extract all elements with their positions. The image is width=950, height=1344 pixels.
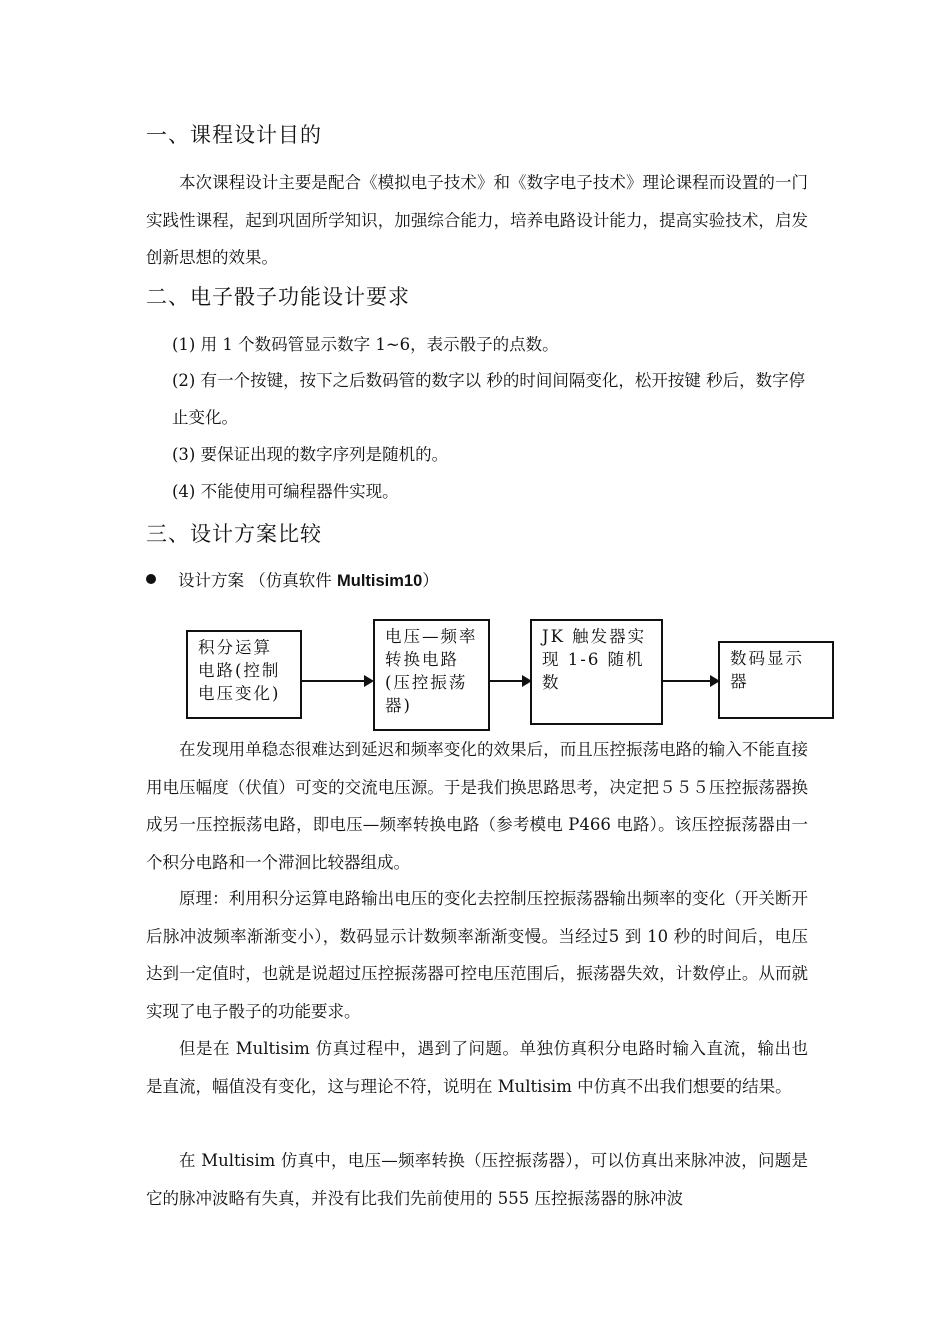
section1-heading: 一、课程设计目的: [146, 123, 322, 147]
design-scheme-bullet: [146, 568, 439, 594]
diagram-box-integrator: 积分运算电路(控制电压变化): [186, 630, 302, 719]
section3-paragraph-1: 在发现用单稳态很难达到延迟和频率变化的效果后，而且压控振荡电路的输入不能直接用电压幅度（伏值）可变的交流电压源。于是我们换思路思考，决定把５５５压控振荡器换成另一压控振荡电路，即电压—频率转换电路（参考模电 P466 电路）。该压控振荡器由一个积分电路和一个滞洄比较器组成。: [146, 740, 808, 872]
diagram-arrow-1: [302, 680, 372, 682]
requirement-1: (1) 用 1 个数码管显示数字 1~6，表示骰子的点数。: [172, 335, 559, 354]
diagram-box-jk: JK 触发器实现 1-6 随机数: [530, 619, 663, 725]
bullet-text: 设计方案 （仿真软件: [178, 571, 337, 590]
section3-paragraph-4: 在 Multisim 仿真中，电压—频率转换（压控振荡器），可以仿真出来脉冲波，问题是它的脉冲波略有失真，并没有比我们先前使用的 555 压控振荡器的脉冲波: [146, 1151, 808, 1208]
bullet-icon: [146, 574, 156, 584]
bullet-suffix: ）: [422, 571, 439, 590]
section3-paragraph-3: 但是在 Multisim 仿真过程中，遇到了问题。单独仿真积分电路时输入直流，输出也是直流，幅值没有变化，这与理论不符，说明在 Multisim 中仿真不出我们想要的结果。: [146, 1039, 808, 1096]
section1-paragraph: 本次课程设计主要是配合《模拟电子技术》和《数字电子技术》理论课程而设置的一门实践性课程，起到巩固所学知识，加强综合能力，培养电路设计能力，提高实验技术，启发创新思想的效果。: [146, 173, 808, 267]
requirement-2: (2) 有一个按键，按下之后数码管的数字以 秒的时间间隔变化，松开按键 秒后，数字停止变化。: [172, 371, 806, 427]
software-name: Multisim10: [337, 572, 423, 590]
diagram-arrow-2: [490, 680, 530, 682]
section3-paragraph-2: 原理：利用积分运算电路输出电压的变化去控制压控振荡器输出频率的变化（开关断开后脉冲波频率渐渐变小），数码显示计数频率渐渐变慢。当经过5 到 10 秒的时间后，电压达到一定值时，也就是说超过压控振荡器可控电压范围后，振荡器失效，计数停止。从而就实现了电子骰子的功能要求。: [146, 889, 808, 1021]
section2-heading: 二、电子骰子功能设计要求: [146, 285, 410, 309]
diagram-box-display: 数码显示器: [718, 641, 834, 719]
section3-heading: 三、设计方案比较: [146, 522, 322, 546]
diagram-arrow-3: [663, 680, 718, 682]
diagram-box-vco: 电压—频率转换电路(压控振荡器): [373, 619, 490, 731]
requirement-3: (3) 要保证出现的数字序列是随机的。: [172, 445, 449, 464]
requirement-4: (4) 不能使用可编程器件实现。: [172, 482, 399, 501]
